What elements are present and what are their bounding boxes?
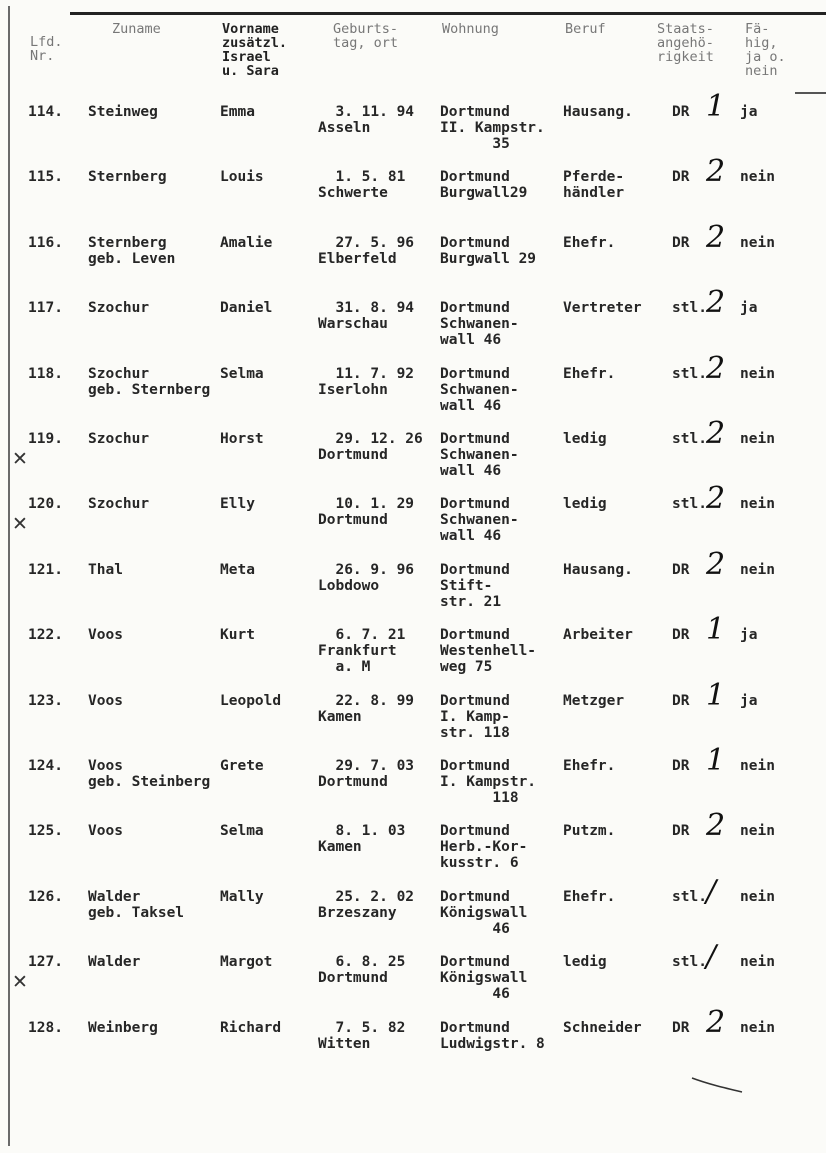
handwritten-mark: 2 — [706, 219, 726, 255]
surname: Szochur — [88, 300, 150, 317]
fit-status: nein — [740, 561, 775, 578]
occupation: ledig — [563, 496, 607, 513]
birth-date-place: 22. 8. 99 Kamen — [318, 692, 415, 725]
table-row — [0, 154, 826, 233]
row-number: 125. — [28, 823, 63, 840]
surname: Szochur — [88, 496, 150, 513]
row-number: 127. — [28, 954, 63, 971]
first-name: Amalie — [220, 234, 273, 251]
first-name: Mally — [220, 888, 264, 905]
residence: Dortmund II. Kampstr. 35 — [440, 104, 545, 152]
birth-date-place: 1. 5. 81 Schwerte — [318, 169, 406, 202]
first-name: Kurt — [220, 627, 255, 644]
occupation: Putzm. — [563, 823, 616, 840]
cross-mark-icon: ✕ — [12, 513, 28, 536]
residence: Dortmund Königswall 46 — [440, 888, 528, 937]
fit-status: ja — [740, 300, 758, 317]
birth-date-place: 7. 5. 82 Witten — [318, 1019, 406, 1052]
occupation: ledig — [563, 954, 607, 971]
table-row — [0, 219, 826, 299]
handwritten-mark: 2 — [706, 285, 726, 321]
table-row — [0, 743, 826, 822]
header-beruf: Beruf — [565, 21, 606, 37]
handwritten-mark: 1 — [706, 743, 726, 778]
first-name: Richard — [220, 1019, 282, 1036]
residence: Dortmund Schwanen- wall 46 — [440, 496, 519, 545]
residence: Dortmund Schwanen- wall 46 — [440, 300, 519, 349]
first-name: Margot — [220, 954, 273, 971]
surname: Sternberg geb. Leven — [88, 234, 176, 267]
residence: Dortmund Schwanen- wall 46 — [440, 365, 519, 414]
birth-date-place: 29. 7. 03 Dortmund — [318, 758, 415, 790]
residence: Dortmund Königswall 46 — [440, 954, 528, 1003]
occupation: Ehefr. — [563, 758, 616, 774]
birth-date-place: 10. 1. 29 Dortmund — [318, 496, 415, 529]
residence: Dortmund I. Kampstr. 118 — [440, 758, 537, 806]
fit-status: nein — [740, 234, 775, 251]
row-number: 116. — [28, 234, 63, 251]
handwritten-mark: 2 — [706, 481, 726, 517]
surname: Walder — [88, 954, 141, 971]
first-name: Selma — [220, 365, 264, 382]
first-name: Grete — [220, 758, 264, 774]
fit-status: ja — [740, 692, 758, 709]
header-wohnung: Wohnung — [442, 21, 499, 37]
header-zuname: Zuname — [112, 21, 161, 37]
first-name: Emma — [220, 104, 255, 120]
row-number: 120. — [28, 496, 63, 513]
citizenship: stl. — [672, 496, 707, 513]
table-row — [0, 677, 826, 757]
occupation: Schneider — [563, 1019, 642, 1036]
table-row — [0, 89, 826, 168]
table-row — [0, 808, 826, 887]
row-number: 117. — [28, 300, 63, 317]
first-name: Leopold — [220, 692, 282, 709]
occupation: Metzger — [563, 692, 625, 709]
handwritten-mark: 1 — [706, 89, 726, 124]
birth-date-place: 3. 11. 94 Asseln — [318, 104, 415, 136]
table-row — [0, 546, 826, 626]
birth-date-place: 25. 2. 02 Brzeszany — [318, 888, 415, 921]
row-number: 121. — [28, 561, 63, 578]
occupation: ledig — [563, 431, 607, 447]
occupation: Pferde- händler — [563, 169, 625, 202]
row-number: 126. — [28, 888, 63, 905]
citizenship: DR — [672, 169, 690, 186]
citizenship: stl. — [672, 300, 707, 317]
fit-status: ja — [740, 104, 758, 120]
fit-status: nein — [740, 496, 775, 513]
citizenship: DR — [672, 1019, 690, 1036]
first-name: Daniel — [220, 300, 273, 317]
surname: Weinberg — [88, 1019, 158, 1036]
citizenship: DR — [672, 823, 690, 840]
residence: Dortmund Schwanen- wall 46 — [440, 431, 519, 479]
handwritten-mark: 1 — [706, 677, 726, 713]
header-faehig: Fä- hig, ja o. nein — [745, 21, 786, 79]
fit-status: nein — [740, 823, 775, 840]
cross-mark-icon: ✕ — [12, 971, 28, 994]
row-number: 123. — [28, 692, 63, 709]
fit-status: nein — [740, 365, 775, 382]
first-name: Horst — [220, 431, 264, 447]
birth-date-place: 11. 7. 92 Iserlohn — [318, 365, 415, 398]
occupation: Ehefr. — [563, 365, 616, 382]
handwritten-mark: 2 — [706, 416, 726, 451]
birth-date-place: 6. 7. 21 Frankfurt a. M — [318, 627, 406, 676]
birth-date-place: 8. 1. 03 Kamen — [318, 823, 406, 856]
surname: Voos — [88, 823, 123, 840]
table-row — [0, 416, 826, 495]
row-number: 119. — [28, 431, 63, 447]
citizenship: stl. — [672, 954, 707, 971]
citizenship: stl. — [672, 888, 707, 905]
header-lfd-nr: Lfd. Nr. — [30, 34, 63, 64]
occupation: Vertreter — [563, 300, 642, 317]
table-row — [0, 612, 826, 691]
fit-status: nein — [740, 954, 775, 971]
table-row — [0, 285, 826, 364]
header-underline — [795, 92, 826, 94]
row-number: 118. — [28, 365, 63, 382]
fit-status: nein — [740, 431, 775, 447]
fit-status: nein — [740, 758, 775, 774]
handwritten-mark: 2 — [706, 546, 726, 582]
occupation: Ehefr. — [563, 888, 616, 905]
handwritten-mark: 2 — [706, 350, 726, 386]
handwritten-mark: 2 — [706, 808, 726, 844]
first-name: Louis — [220, 169, 264, 186]
surname: Sternberg — [88, 169, 167, 186]
surname: Szochur geb. Sternberg — [88, 365, 211, 398]
header-staatsangehoerigkeit: Staats- angehö- rigkeit — [657, 21, 714, 65]
residence: Dortmund Burgwall 29 — [440, 234, 537, 267]
residence: Dortmund Westenhell- weg 75 — [440, 627, 537, 676]
handwritten-mark: 1 — [706, 612, 726, 648]
occupation: Arbeiter — [563, 627, 633, 644]
citizenship: DR — [672, 627, 690, 644]
citizenship: stl. — [672, 365, 707, 382]
citizenship: DR — [672, 692, 690, 709]
handwritten-mark: / — [706, 939, 717, 975]
table-row — [0, 939, 826, 1018]
occupation: Hausang. — [563, 561, 633, 578]
birth-date-place: 27. 5. 96 Elberfeld — [318, 234, 415, 267]
cross-mark-icon: ✕ — [12, 448, 28, 470]
fit-status: ja — [740, 627, 758, 644]
citizenship: stl. — [672, 431, 707, 447]
birth-date-place: 29. 12. 26 Dortmund — [318, 431, 423, 463]
citizenship: DR — [672, 561, 690, 578]
table-row — [0, 481, 826, 560]
birth-date-place: 31. 8. 94 Warschau — [318, 300, 415, 333]
first-name: Selma — [220, 823, 264, 840]
fit-status: nein — [740, 1019, 775, 1036]
residence: Dortmund Stift- str. 21 — [440, 561, 510, 610]
surname: Voos — [88, 692, 123, 709]
table-row — [0, 873, 826, 953]
occupation: Hausang. — [563, 104, 633, 120]
top-rule — [70, 12, 826, 15]
surname: Thal — [88, 561, 123, 578]
handwritten-mark: / — [706, 873, 717, 909]
row-number: 122. — [28, 627, 63, 644]
surname: Voos — [88, 627, 123, 644]
fit-status: nein — [740, 169, 775, 186]
birth-date-place: 26. 9. 96 Lobdowo — [318, 561, 415, 594]
citizenship: DR — [672, 234, 690, 251]
row-number: 114. — [28, 104, 63, 120]
handwritten-mark: 2 — [706, 1004, 726, 1040]
row-number: 115. — [28, 169, 63, 186]
residence: Dortmund Herb.-Kor- kusstr. 6 — [440, 823, 528, 872]
surname: Steinweg — [88, 104, 158, 120]
surname: Szochur — [88, 431, 150, 447]
table-row — [0, 350, 826, 430]
occupation: Ehefr. — [563, 234, 616, 251]
residence: Dortmund I. Kamp- str. 118 — [440, 692, 510, 741]
citizenship: DR — [672, 758, 690, 774]
surname: Walder geb. Taksel — [88, 888, 185, 921]
fit-status: nein — [740, 888, 775, 905]
handwritten-mark: 2 — [706, 154, 726, 190]
row-number: 124. — [28, 758, 63, 774]
residence: Dortmund Ludwigstr. 8 — [440, 1019, 545, 1052]
residence: Dortmund Burgwall29 — [440, 169, 528, 202]
birth-date-place: 6. 8. 25 Dortmund — [318, 954, 406, 987]
pen-scribble — [690, 1070, 750, 1100]
surname: Voos geb. Steinberg — [88, 758, 211, 790]
header-geburtstag: Geburts- tag, ort — [333, 21, 399, 51]
first-name: Meta — [220, 561, 255, 578]
citizenship: DR — [672, 104, 690, 120]
row-number: 128. — [28, 1019, 63, 1036]
header-vorname: Vorname zusätzl. Israel u. Sara — [222, 21, 288, 79]
first-name: Elly — [220, 496, 255, 513]
